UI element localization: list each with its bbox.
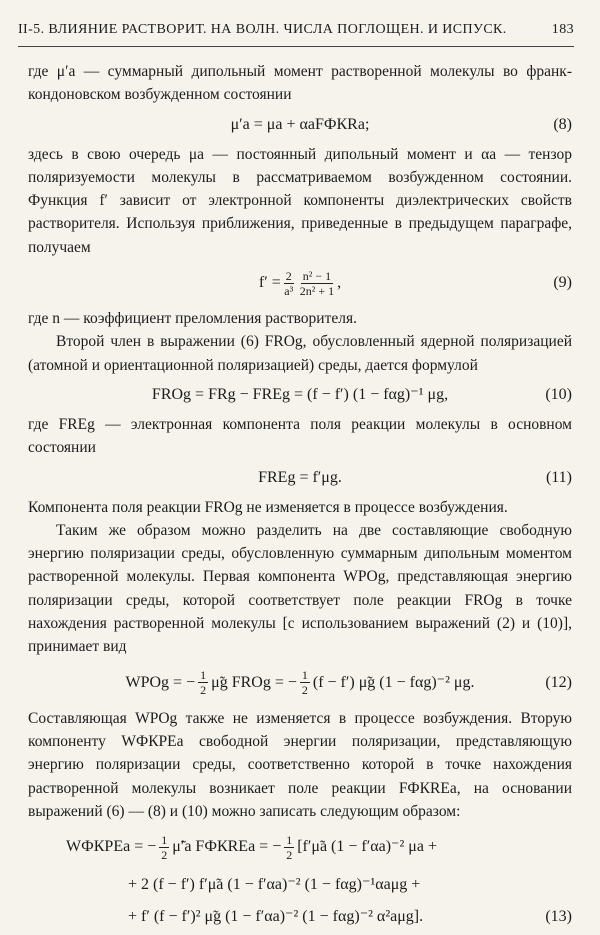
main-text	[28, 60, 572, 935]
equation-number: (13)	[545, 908, 572, 926]
fraction: $\frac{2}{\text{a³}}$	[284, 268, 294, 298]
fraction: $\frac{1}{2}$	[286, 832, 293, 862]
equation-13-line-3: + f′ (f − f′)² μ̃g (1 − f′αa)⁻² (1 − fαg)⁻² α²aμg]. (13)	[28, 903, 572, 931]
equation-8: μ′a = μa + αaFФКRa; (8)	[28, 111, 572, 139]
paragraph: Компонента поля реакции FROg не изменяется в процессе возбуждения.	[28, 498, 508, 516]
fraction: $\frac{1}{2}$	[161, 832, 168, 862]
paragraph: Второй член в выражении (6) FROg, обусловленный ядерной поляризацией (атомной и ориентационной поляризацией) среды, дается формулой	[28, 333, 572, 374]
equation-number: (9)	[553, 274, 572, 292]
paragraph: где FREg — электронная компонента поля реакции молекулы в основном состоянии	[28, 415, 572, 457]
fraction: $\frac{1}{2}$	[301, 668, 308, 698]
equation-9: f′ = $\frac{2}{\text{a³}}$ $\frac{\text{n² − 1}}{\text{2n² + 1}}$ , (9)	[258, 268, 572, 298]
equation-number: (11)	[545, 468, 572, 486]
paragraph: здесь в свою очередь μa — постоянный дипольный момент и αa — тензор поляризуемости молекулы в рассматриваемом возбужденном состоянии. Функция f′ зависит от электронной компоненты диэлектрических свойств растворителя. Используя приближения, приведенные в предыдущем параграфе, получаем	[28, 145, 572, 256]
paragraph: Таким же образом можно разделить на две составляющие свободную энергию поляризации среды, обусловленную суммарным дипольным моментом растворенной молекулы. Первая компонента WPOg, представляющая энергию поляризации среды, которой соответствует поле реакции FROg в точке нахождения растворенной молекулы [с использованием выражений (2) и (10)], принимает вид	[28, 521, 572, 656]
equation-11: FREg = f′μg. (11)	[28, 464, 572, 492]
equation-number: (8)	[553, 115, 572, 133]
paragraph: где n — коэффициент преломления растворителя.	[28, 310, 357, 328]
fraction: $\frac{\text{n² − 1}}{\text{2n² + 1}}$	[299, 268, 335, 298]
paragraph: где μ′a — суммарный дипольный момент растворенной молекулы во франк-кондоновском возбужденном состоянии	[28, 63, 572, 104]
paragraph: Составляющая WPOg также не изменяется в процессе возбуждения. Вторую компоненту WФКPEa свободной энергии поляризации, представляющую энергию поляризации среды, соответственно которой в точке нахождения растворенной молекулы возникает поле реакции FФКREa, на основании выражений (6) — (8) и (10) можно записать следующим образом:	[28, 709, 572, 820]
equation-13-line-1: WФКPEa = − $\frac{1}{2}$ μ̃′a FФКREa = − $\frac{1}{2}$ [f′μ̃a (1 − f′αa)⁻² μa +	[66, 832, 437, 862]
equation-10: FROg = FRg − FREg = (f − f′) (1 − fαg)⁻¹ μg, (10)	[28, 381, 572, 409]
page-number: 183	[551, 22, 574, 37]
equation-number: (12)	[545, 673, 572, 691]
equation-number: (10)	[545, 386, 572, 404]
equation-13-line-2: + 2 (f − f′) f′μ̃a (1 − f′αa)⁻² (1 − fαg)⁻¹αaμg +	[128, 876, 421, 894]
fraction: $\frac{1}{2}$	[200, 668, 207, 698]
equation-12: WPOg = − $\frac{1}{2}$ μ̃g FROg = − $\frac{1}{2}$ (f − f′) μ̃g (1 − fαg)⁻² μg. (12)	[125, 668, 572, 698]
section-title: II-5. ВЛИЯНИЕ РАСТВОРИТ. НА ВОЛН. ЧИСЛА ПОГЛОЩЕН. И ИСПУСК.	[18, 22, 507, 37]
running-header	[18, 22, 574, 47]
